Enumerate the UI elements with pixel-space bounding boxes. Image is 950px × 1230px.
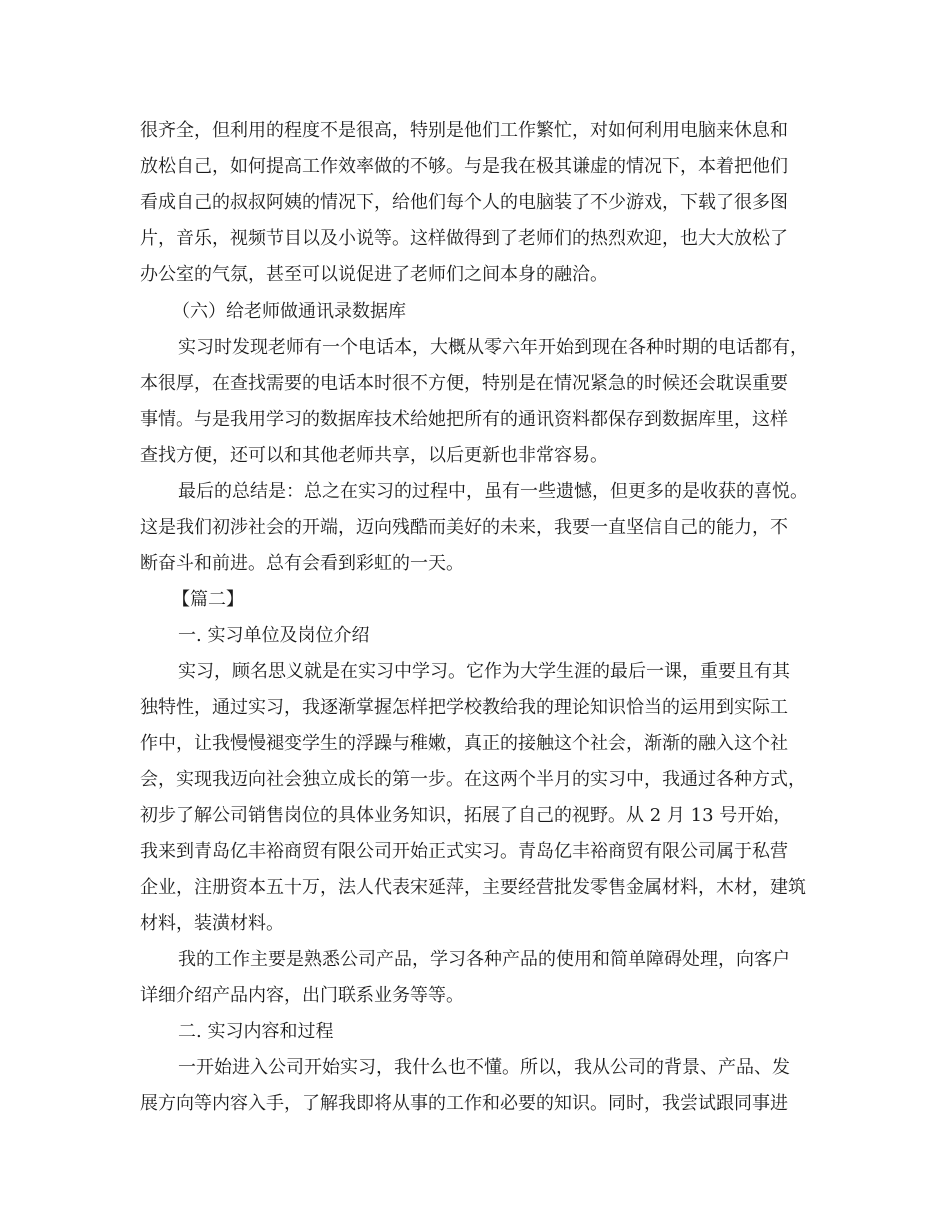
part-heading: 【篇二】 bbox=[172, 589, 244, 610]
section-heading: 二. 实习内容和过程 bbox=[178, 1021, 334, 1042]
paragraph-line: 作中，让我慢慢褪变学生的浮躁与稚嫩，真正的接触这个社会，渐渐的融入这个社 bbox=[140, 733, 788, 754]
section-heading: （六）给老师做通讯录数据库 bbox=[172, 301, 406, 322]
paragraph-line: 独特性，通过实习，我逐渐掌握怎样把学校教给我的理论知识恰当的运用到实际工 bbox=[140, 697, 788, 718]
paragraph-line: 详细介绍产品内容，出门联系业务等等。 bbox=[140, 985, 464, 1006]
paragraph-line: 放松自己，如何提高工作效率做的不够。与是我在极其谦虚的情况下，本着把他们 bbox=[140, 156, 788, 177]
paragraph-line: 看成自己的叔叔阿姨的情况下，给他们每个人的电脑装了不少游戏，下载了很多图 bbox=[140, 192, 788, 213]
paragraph-line: 企业，注册资本五十万，法人代表宋延萍，主要经营批发零售金属材料，木材，建筑 bbox=[140, 877, 806, 898]
paragraph-line: 我来到青岛亿丰裕商贸有限公司开始正式实习。青岛亿丰裕商贸有限公司属于私营 bbox=[140, 841, 788, 862]
section-heading: 一. 实习单位及岗位介绍 bbox=[178, 625, 370, 646]
paragraph-line: 实习时发现老师有一个电话本，大概从零六年开始到现在各种时期的电话都有， bbox=[178, 337, 808, 358]
paragraph-line: 办公室的气氛，甚至可以说促进了老师们之间本身的融洽。 bbox=[140, 264, 608, 285]
paragraph-line: 会，实现我迈向社会独立成长的第一步。在这两个半月的实习中，我通过各种方式， bbox=[140, 769, 806, 790]
paragraph-line: 我的工作主要是熟悉公司产品，学习各种产品的使用和简单障碍处理，向客户 bbox=[178, 949, 790, 970]
paragraph-line: 一开始进入公司开始实习，我什么也不懂。所以，我从公司的背景、产品、发 bbox=[178, 1057, 790, 1078]
paragraph-line: 片，音乐，视频节目以及小说等。这样做得到了老师们的热烈欢迎，也大大放松了 bbox=[140, 228, 788, 249]
paragraph-line: 断奋斗和前进。总有会看到彩虹的一天。 bbox=[140, 553, 464, 574]
paragraph-line: 本很厚，在查找需要的电话本时很不方便，特别是在情况紧急的时候还会耽误重要 bbox=[140, 373, 788, 394]
paragraph-line: 实习，顾名思义就是在实习中学习。它作为大学生涯的最后一课，重要且有其 bbox=[178, 661, 790, 682]
paragraph-line: 最后的总结是：总之在实习的过程中，虽有一些遗憾，但更多的是收获的喜悦。 bbox=[178, 481, 808, 502]
paragraph-line: 很齐全，但利用的程度不是很高，特别是他们工作繁忙，对如何利用电脑来休息和 bbox=[140, 120, 788, 141]
paragraph-line: 查找方便，还可以和其他老师共享，以后更新也非常容易。 bbox=[140, 445, 608, 466]
paragraph-line: 材料，装潢材料。 bbox=[140, 913, 284, 934]
paragraph-line: 初步了解公司销售岗位的具体业务知识，拓展了自己的视野。从 2 月 13 号开始， bbox=[140, 805, 792, 826]
paragraph-line: 展方向等内容入手，了解我即将从事的工作和必要的知识。同时，我尝试跟同事进 bbox=[140, 1093, 788, 1114]
paragraph-line: 事情。与是我用学习的数据库技术给她把所有的通讯资料都保存到数据库里，这样 bbox=[140, 409, 788, 430]
paragraph-line: 这是我们初涉社会的开端，迈向残酷而美好的未来，我要一直坚信自己的能力，不 bbox=[140, 517, 788, 538]
